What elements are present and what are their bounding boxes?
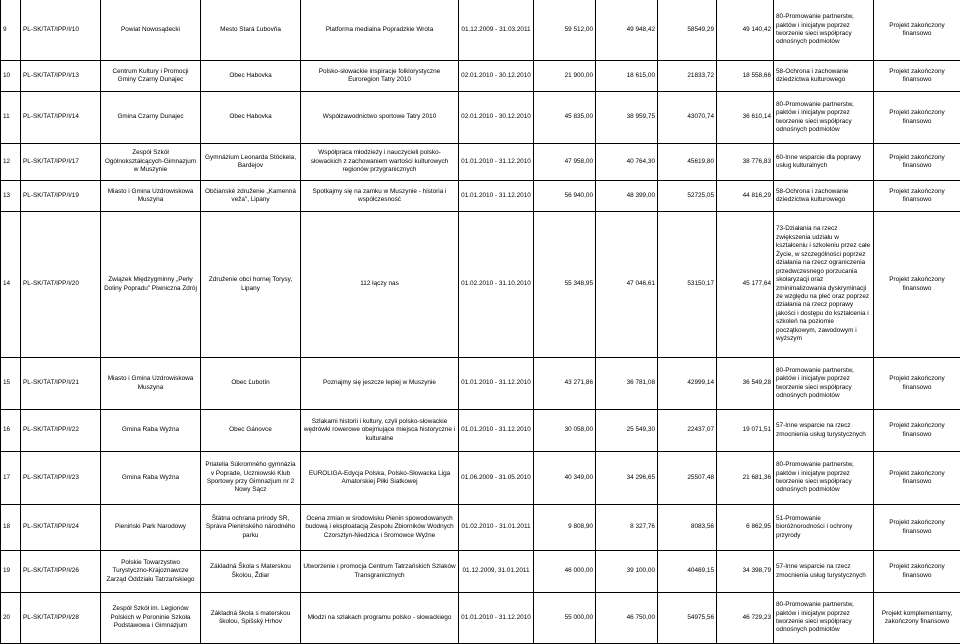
project-period: 01.01.2010 - 31.12.2010	[459, 181, 534, 212]
settled-amount: 53150,17	[658, 212, 717, 358]
project-title: Polsko-słowackie inspiracje folklorystyczne Euroregion Tatry 2010	[301, 61, 459, 92]
efrr-value: 18 615,00	[596, 61, 658, 92]
settled-amount: 21833,72	[658, 61, 717, 92]
intervention-category: 57-Inne wsparcie na rzecz zmocnienia usług turystycznych	[774, 410, 874, 452]
table-row	[1, 505, 960, 551]
table-row	[1, 212, 960, 358]
settled-efrr: 18 558,66	[717, 61, 774, 92]
total-value: 56 940,00	[534, 181, 596, 212]
efrr-value: 46 750,00	[596, 593, 658, 644]
project-period: 01.06.2009 - 31.05.2010	[459, 452, 534, 505]
row-number: 15	[1, 358, 21, 410]
total-value: 9 808,90	[534, 505, 596, 551]
total-value: 55 000,00	[534, 593, 596, 644]
partner: Základná škola s materskou školou, Spišský Hrhov	[201, 593, 301, 644]
project-code: PL-SK/TAT/IPP/I/23	[21, 452, 101, 505]
project-code: PL-SK/TAT/IPP/I/22	[21, 410, 101, 452]
table-row	[1, 410, 960, 452]
table-row	[1, 0, 960, 61]
project-code: PL-SK/TAT/IPP/I/26	[21, 551, 101, 593]
table-row	[1, 144, 960, 181]
lead-partner: Związek Międzygminny „Perły Doliny Popradu" Piwniczna Zdrój	[101, 212, 201, 358]
settled-amount: 40469,15	[658, 551, 717, 593]
efrr-value: 38 959,75	[596, 92, 658, 144]
project-title: Współpraca młodzieży i nauczycieli polsko-słowackich z zachowaniem wartości kulturowych regionów przygranicznych	[301, 144, 459, 181]
settled-efrr: 45 177,64	[717, 212, 774, 358]
settled-amount: 54975,56	[658, 593, 717, 644]
partner: Základná Škola s Materskou Školou, Ždiar	[201, 551, 301, 593]
project-status: Projekt zakończony finansowo	[874, 92, 960, 144]
project-status: Projekt zakończony finansowo	[874, 452, 960, 505]
project-title: Utworzenie i promocja Centrum Tatrzańskich Szlaków Transgranicznych	[301, 551, 459, 593]
lead-partner: Miasto i Gmina Uzdrowiskowa Muszyna	[101, 358, 201, 410]
settled-efrr: 34 398,79	[717, 551, 774, 593]
row-number: 17	[1, 452, 21, 505]
project-period: 01.12.2009 - 31.03.2011	[459, 0, 534, 61]
table-row	[1, 358, 960, 410]
intervention-category: 51-Promowanie bioróżnorodności i ochrony przyrody	[774, 505, 874, 551]
intervention-category: 58-Ochrona i zachowanie dziedzictwa kulturowego	[774, 181, 874, 212]
efrr-value: 40 764,30	[596, 144, 658, 181]
efrr-value: 39 100,00	[596, 551, 658, 593]
project-status: Projekt zakończony finansowo	[874, 358, 960, 410]
partner: Mesto Stará Ľubovňa	[201, 0, 301, 61]
intervention-category: 73-Działania na rzecz zwiększenia udziału w kształceniu i szkoleniu przez całe Życie, w szczególności poprzez działania na rzecz ograniczenia przedwczesnego porzucania skolaryzacji oraz zminimalizowania dyskryminacji ze względu na płeć oraz poprzez działania na rzecz poprawy jakości i dostępu do kształcenia i szkoleń na poziomie początkowym, zawodowym i wyższym	[774, 212, 874, 358]
project-code: PL-SK/TAT/IPP/I/19	[21, 181, 101, 212]
intervention-category: 58-Ochrona i zachowanie dziedzictwa kulturowego	[774, 61, 874, 92]
project-title: 112 łączy nas	[301, 212, 459, 358]
intervention-category: 80-Promowanie partnerstw, paktów i inicjatyw poprzez tworzenie sieci współpracy odnośnych podmiotów	[774, 358, 874, 410]
intervention-category: 57-Inne wsparcie na rzecz zmocnienia usług turystycznych	[774, 551, 874, 593]
total-value: 40 349,00	[534, 452, 596, 505]
partner: Obec Habovka	[201, 92, 301, 144]
lead-partner: Pieniński Park Narodowy	[101, 505, 201, 551]
row-number: 14	[1, 212, 21, 358]
efrr-value: 48 399,00	[596, 181, 658, 212]
project-period: 01.01.2010 - 31.12.2010	[459, 144, 534, 181]
lead-partner: Zespół Szkół im. Legionów Polskich w Poroninie Szkoła Podstawowa i Gimnazjum	[101, 593, 201, 644]
lead-partner: Gmina Raba Wyżna	[101, 452, 201, 505]
settled-amount: 58549,29	[658, 0, 717, 61]
settled-amount: 22437,07	[658, 410, 717, 452]
table-row	[1, 181, 960, 212]
partner: Štátna ochrana prírody SR, Správa Pieninského národného parku	[201, 505, 301, 551]
project-period: 01.01.2010 - 31.12.2010	[459, 410, 534, 452]
table-row	[1, 551, 960, 593]
settled-efrr: 36 610,14	[717, 92, 774, 144]
project-title: Ocena zmian w środowisku Pienin spowodowanych budową i eksploatacją Zespołu Zbiorników Wodnych Czorsztyn-Niedzica i Sromowce Wyżne	[301, 505, 459, 551]
project-status: Projekt zakończony finansowo	[874, 144, 960, 181]
settled-efrr: 49 140,42	[717, 0, 774, 61]
settled-efrr: 19 071,51	[717, 410, 774, 452]
intervention-category: 60-Inne wsparcie dla poprawy usług kulturalnych	[774, 144, 874, 181]
project-code: PL-SK/TAT/IPP/I/10	[21, 0, 101, 61]
total-value: 55 348,95	[534, 212, 596, 358]
project-title: EUROLIGA-Edycja Polska, Polsko-Słowacka Liga Amatorskiej Piłki Siatkowej	[301, 452, 459, 505]
lead-partner: Polskie Towarzystwo Turystyczno-Krajoznawcze Zarząd Oddziału Tatrzańskiego	[101, 551, 201, 593]
project-title: Platforma medialna Popradzkie Wrota	[301, 0, 459, 61]
settled-amount: 43070,74	[658, 92, 717, 144]
project-status: Projekt zakończony finansowo	[874, 0, 960, 61]
row-number: 13	[1, 181, 21, 212]
total-value: 43 271,86	[534, 358, 596, 410]
project-status: Projekt zakończony finansowo	[874, 551, 960, 593]
project-period: 01.01.2010 - 31.12.2010	[459, 358, 534, 410]
lead-partner: Zespół Szkół Ogólnokształcących-Gimnazjum w Muszynie	[101, 144, 201, 181]
project-period: 02.01.2010 - 30.12.2010	[459, 61, 534, 92]
settled-efrr: 38 776,83	[717, 144, 774, 181]
settled-efrr: 36 549,28	[717, 358, 774, 410]
project-code: PL-SK/TAT/IPP/I/14	[21, 92, 101, 144]
table-body	[1, 0, 960, 644]
project-period: 02.01.2010 - 30.12.2010	[459, 92, 534, 144]
project-period: 01.12.2009, 31.01.2011	[459, 551, 534, 593]
project-code: PL-SK/TAT/IPP/I/13	[21, 61, 101, 92]
partner: Občianské združenie „Kamenná veža", Lipany	[201, 181, 301, 212]
total-value: 30 058,00	[534, 410, 596, 452]
total-value: 45 835,00	[534, 92, 596, 144]
row-number: 10	[1, 61, 21, 92]
settled-efrr: 46 729,23	[717, 593, 774, 644]
partner: Obec Habovka	[201, 61, 301, 92]
intervention-category: 80-Promowanie partnerstw, paktów i inicjatyw poprzez tworzenie sieci współpracy odnośnych podmiotów	[774, 452, 874, 505]
row-number: 16	[1, 410, 21, 452]
project-title: Poznajmy się jeszcze lepiej w Muszynie	[301, 358, 459, 410]
project-code: PL-SK/TAT/IPP/I/24	[21, 505, 101, 551]
efrr-value: 8 327,76	[596, 505, 658, 551]
lead-partner: Miasto i Gmina Uzdrowiskowa Muszyna	[101, 181, 201, 212]
settled-efrr: 44 816,29	[717, 181, 774, 212]
project-status: Projekt zakończony finansowo	[874, 212, 960, 358]
project-title: Młodzi na szlakach programu polsko - słowackiego	[301, 593, 459, 644]
project-title: Spotkajmy się na zamku w Muszynie - historia i współczesność	[301, 181, 459, 212]
settled-amount: 8083,56	[658, 505, 717, 551]
efrr-value: 36 781,08	[596, 358, 658, 410]
intervention-category: 80-Promowanie partnerstw, paktów i inicjatyw poprzez tworzenie sieci współpracy odnośnych podmiotów	[774, 0, 874, 61]
total-value: 46 000,00	[534, 551, 596, 593]
project-period: 01.01.2010 - 31.12.2010	[459, 593, 534, 644]
settled-amount: 25507,48	[658, 452, 717, 505]
settled-efrr: 6 862,95	[717, 505, 774, 551]
lead-partner: Centrum Kultury i Promocji Gminy Czarny Dunajec	[101, 61, 201, 92]
project-status: Projekt komplementarny, zakończony finansowo	[874, 593, 960, 644]
efrr-value: 25 549,30	[596, 410, 658, 452]
total-value: 59 512,00	[534, 0, 596, 61]
partner: Združenie obcí hornej Torysy, Lipany	[201, 212, 301, 358]
project-code: PL-SK/TAT/IPP/I/20	[21, 212, 101, 358]
table-row	[1, 452, 960, 505]
total-value: 47 958,00	[534, 144, 596, 181]
efrr-value: 49 948,42	[596, 0, 658, 61]
settled-amount: 42999,14	[658, 358, 717, 410]
project-title: Szlakami historii i kultury, czyli polsko-słowackie wędrówki rowerowe obejmujące miejsca historyczne i kulturalne	[301, 410, 459, 452]
row-number: 20	[1, 593, 21, 644]
lead-partner: Gmina Raba Wyżna	[101, 410, 201, 452]
row-number: 12	[1, 144, 21, 181]
table-row	[1, 92, 960, 144]
row-number: 9	[1, 0, 21, 61]
project-period: 01.02.2010 - 31.10.2010	[459, 212, 534, 358]
lead-partner: Powiat Nowosądecki	[101, 0, 201, 61]
settled-efrr: 21 681,36	[717, 452, 774, 505]
settled-amount: 45619,80	[658, 144, 717, 181]
partner: Obec Ľubotín	[201, 358, 301, 410]
efrr-value: 34 296,65	[596, 452, 658, 505]
project-code: PL-SK/TAT/IPP/I/17	[21, 144, 101, 181]
partner: Priatelia Súkromného gymnázia v Poprade, Uczniowski Klub Sportowy przy Gimnazjum nr 2 Nowy Sącz	[201, 452, 301, 505]
row-number: 19	[1, 551, 21, 593]
intervention-category: 80-Promowanie partnerstw, paktów i inicjatyw poprzez tworzenie sieci współpracy odnośnych podmiotów	[774, 92, 874, 144]
partner: Obec Gánovce	[201, 410, 301, 452]
project-status: Projekt zakończony finansowo	[874, 410, 960, 452]
settled-amount: 52725,05	[658, 181, 717, 212]
project-period: 01.02.2010 - 31.01.2011	[459, 505, 534, 551]
row-number: 18	[1, 505, 21, 551]
intervention-category: 80-Promowanie partnerstw, paktów i inicjatyw poprzez tworzenie sieci współpracy odnośnych podmiotów	[774, 593, 874, 644]
efrr-value: 47 046,61	[596, 212, 658, 358]
lead-partner: Gmina Czarny Dunajec	[101, 92, 201, 144]
project-status: Projekt zakończony finansowo	[874, 505, 960, 551]
row-number: 11	[1, 92, 21, 144]
total-value: 21 900,00	[534, 61, 596, 92]
table-row	[1, 61, 960, 92]
partner: Gymnázium Leonarda Stöckela, Bardejov	[201, 144, 301, 181]
project-status: Projekt zakończony finansowo	[874, 181, 960, 212]
project-status: Projekt zakończony finansowo	[874, 61, 960, 92]
project-code: PL-SK/TAT/IPP/I/21	[21, 358, 101, 410]
table-row	[1, 593, 960, 644]
project-title: Współzawodnictwo sportowe Tatry 2010	[301, 92, 459, 144]
project-code: PL-SK/TAT/IPP/I/28	[21, 593, 101, 644]
